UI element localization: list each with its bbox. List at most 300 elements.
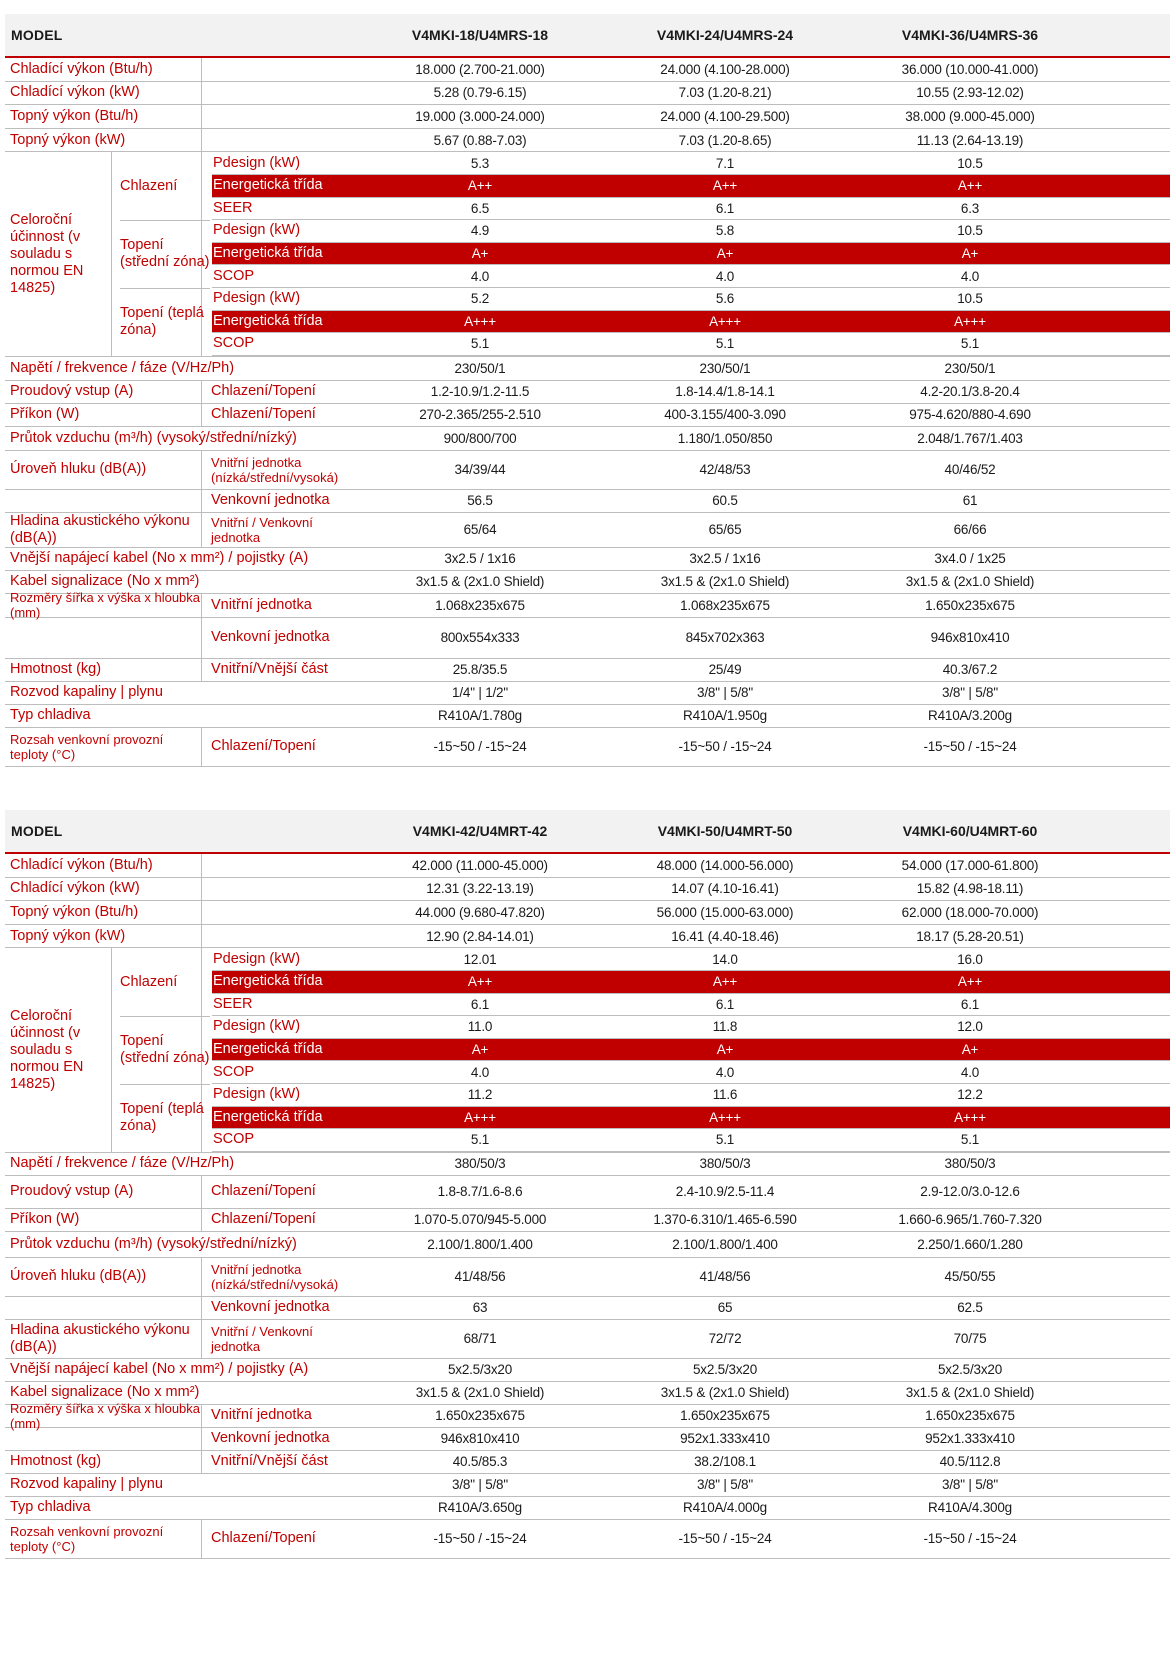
column-divider xyxy=(201,513,202,547)
value-cell: 12.31 (3.22-13.19) xyxy=(426,881,534,897)
value-cell: 41/48/56 xyxy=(699,1269,751,1285)
efficiency-row xyxy=(212,948,1170,971)
spec-row xyxy=(5,1232,1170,1258)
spec-row xyxy=(5,1474,1170,1497)
efficiency-block-label: Chlazení xyxy=(120,177,178,194)
value-cell: 45/50/55 xyxy=(944,1269,996,1285)
value-cell: 38.000 (9.000-45.000) xyxy=(905,108,1035,124)
row-sublabel: Energetická třída xyxy=(213,312,323,329)
efficiency-row xyxy=(212,198,1170,221)
spec-row xyxy=(5,1209,1170,1232)
value-cell: 5.1 xyxy=(715,1132,735,1148)
value-cell: 270-2.365/255-2.510 xyxy=(419,407,541,423)
value-cell: 41/48/56 xyxy=(454,1269,506,1285)
row-label: Průtok vzduchu (m³/h) (vysoký/střední/nízký) xyxy=(10,1235,297,1252)
row-sublabel: Vnitřní jednotka (nízká/střední/vysoká) xyxy=(211,1261,339,1292)
row-sublabel: Chlazení/Topení xyxy=(211,1211,316,1228)
spec-row xyxy=(5,901,1170,925)
efficiency-row xyxy=(212,265,1170,288)
value-cell: 1.180/1.050/850 xyxy=(677,430,773,446)
row-sublabel: Pdesign (kW) xyxy=(213,950,301,967)
value-cell: 4.0 xyxy=(960,268,980,284)
value-cell: 10.5 xyxy=(957,291,983,307)
value-cell: 1.068x235x675 xyxy=(680,597,770,613)
spec-row xyxy=(5,878,1170,902)
spec-row xyxy=(5,1400,1170,1431)
value-cell: 380/50/3 xyxy=(454,1156,506,1172)
row-label: Topný výkon (kW) xyxy=(10,131,126,148)
row-sublabel: Venkovní jednotka xyxy=(211,629,330,646)
value-cell: 11.13 (2.64-13.19) xyxy=(916,132,1024,148)
value-cell: 3x2.5 / 1x16 xyxy=(689,551,761,567)
value-cell: 42/48/53 xyxy=(699,462,751,478)
row-label: Rozměry šířka x výška x hloubka (mm) xyxy=(10,1400,201,1431)
efficiency-row xyxy=(212,1061,1170,1084)
column-divider xyxy=(201,1297,202,1319)
row-label: Příkon (W) xyxy=(10,1211,80,1228)
value-cell: 1.650x235x675 xyxy=(680,1408,770,1424)
value-cell: 845x702x363 xyxy=(685,630,765,646)
efficiency-block-label: Topení (teplá zóna) xyxy=(120,304,204,338)
value-cell: 4.0 xyxy=(470,268,490,284)
column-divider xyxy=(111,948,112,1151)
row-sublabel: Venkovní jednotka xyxy=(211,1299,330,1316)
value-cell: 14.07 (4.10-16.41) xyxy=(671,881,779,897)
value-cell: R410A/3.650g xyxy=(438,1500,522,1516)
column-divider xyxy=(201,659,202,681)
row-label: Rozsah venkovní provozní teploty (°C) xyxy=(10,731,164,762)
value-cell: 900/800/700 xyxy=(443,430,517,446)
column-divider xyxy=(201,1428,202,1450)
row-label: Chladící výkon (Btu/h) xyxy=(10,856,153,873)
value-cell: 1.8-8.7/1.6-8.6 xyxy=(437,1184,523,1200)
model-header-row xyxy=(5,14,1170,58)
row-sublabel: Pdesign (kW) xyxy=(213,290,301,307)
spec-row xyxy=(5,1320,1170,1359)
row-label: Kabel signalizace (No x mm²) xyxy=(10,573,200,590)
value-cell: 61 xyxy=(962,493,978,509)
value-cell: -15~50 / -15~24 xyxy=(923,739,1017,755)
row-label: Rozsah venkovní provozní teploty (°C) xyxy=(10,1523,164,1554)
spec-table-2 xyxy=(5,810,1170,1559)
value-cell: 1.650x235x675 xyxy=(435,1408,525,1424)
value-cell: 6.1 xyxy=(470,996,490,1012)
value-cell: 946x810x410 xyxy=(930,630,1010,646)
column-divider xyxy=(201,854,202,877)
value-cell: A+ xyxy=(471,1042,489,1058)
value-cell: 48.000 (14.000-56.000) xyxy=(656,857,794,873)
value-cell: 2.250/1.660/1.280 xyxy=(917,1236,1023,1252)
value-cell: 5.67 (0.88-7.03) xyxy=(433,132,527,148)
value-cell: 5.1 xyxy=(960,336,980,352)
spec-row xyxy=(5,659,1170,682)
efficiency-block-label: Topení (teplá zóna) xyxy=(120,1100,204,1134)
column-divider xyxy=(201,1209,202,1231)
value-cell: 65 xyxy=(717,1300,733,1316)
value-cell: A++ xyxy=(467,178,493,194)
row-label: Vnější napájecí kabel (No x mm²) / pojistky (A) xyxy=(10,550,309,567)
spec-row xyxy=(5,854,1170,878)
value-cell: 2.4-10.9/2.5-11.4 xyxy=(675,1184,775,1200)
value-cell: A+++ xyxy=(464,1109,496,1125)
row-label: Napětí / frekvence / fáze (V/Hz/Ph) xyxy=(10,1155,235,1172)
value-cell: A+++ xyxy=(954,1109,986,1125)
efficiency-label: Celoroční účinnost (v souladu s normou EN 14825) xyxy=(10,211,84,296)
value-cell: 4.0 xyxy=(960,1064,980,1080)
model-name: V4MKI-36/U4MRS-36 xyxy=(901,27,1039,43)
value-cell: R410A/4.000g xyxy=(683,1500,767,1516)
row-sublabel: Pdesign (kW) xyxy=(213,222,301,239)
value-cell: 3x1.5 & (2x1.0 Shield) xyxy=(905,1385,1035,1401)
value-cell: 952x1.333x410 xyxy=(925,1431,1015,1447)
row-sublabel: Venkovní jednotka xyxy=(211,492,330,509)
spec-row xyxy=(5,490,1170,513)
row-label: Rozvod kapaliny | plynu xyxy=(10,684,163,701)
efficiency-group xyxy=(5,152,1170,356)
value-cell: 12.90 (2.84-14.01) xyxy=(426,928,534,944)
value-cell: 1.068x235x675 xyxy=(435,597,525,613)
value-cell: 3/8" | 5/8" xyxy=(697,685,753,701)
efficiency-label: Celoroční účinnost (v souladu s normou EN 14825) xyxy=(10,1007,84,1092)
value-cell: 16.0 xyxy=(957,951,983,967)
spec-row xyxy=(5,1520,1170,1559)
column-divider xyxy=(201,1320,202,1358)
value-cell: 12.2 xyxy=(957,1087,983,1103)
value-cell: R410A/4.300g xyxy=(928,1500,1012,1516)
value-cell: 72/72 xyxy=(708,1331,742,1347)
value-cell: -15~50 / -15~24 xyxy=(433,739,527,755)
spec-row xyxy=(5,451,1170,490)
efficiency-row xyxy=(212,288,1170,311)
row-label: Typ chladiva xyxy=(10,1499,91,1516)
row-sublabel: SEER xyxy=(213,995,253,1012)
value-cell: 40/46/52 xyxy=(944,462,996,478)
value-cell: 3x1.5 & (2x1.0 Shield) xyxy=(415,574,545,590)
column-divider xyxy=(201,618,202,658)
value-cell: 5x2.5/3x20 xyxy=(692,1362,758,1378)
value-cell: 4.2-20.1/3.8-20.4 xyxy=(920,384,1020,400)
value-cell: 5.28 (0.79-6.15) xyxy=(433,85,527,101)
value-cell: 1/4" | 1/2" xyxy=(452,685,508,701)
value-cell: 40.5/112.8 xyxy=(939,1454,1001,1470)
value-cell: 4.0 xyxy=(715,1064,735,1080)
efficiency-row xyxy=(212,152,1170,175)
spec-row xyxy=(5,1297,1170,1320)
value-cell: A+++ xyxy=(954,313,986,329)
row-sublabel: SCOP xyxy=(213,1063,255,1080)
value-cell: A+++ xyxy=(709,1109,741,1125)
value-cell: 36.000 (10.000-41.000) xyxy=(901,61,1039,77)
row-label: Vnější napájecí kabel (No x mm²) / pojistky (A) xyxy=(10,1361,309,1378)
value-cell: 230/50/1 xyxy=(454,360,506,376)
value-cell: 62.000 (18.000-70.000) xyxy=(901,904,1039,920)
value-cell: 5.1 xyxy=(470,1132,490,1148)
value-cell: 10.5 xyxy=(957,223,983,239)
value-cell: 1.2-10.9/1.2-11.5 xyxy=(430,384,530,400)
column-divider xyxy=(201,381,202,403)
value-cell: -15~50 / -15~24 xyxy=(678,1531,772,1547)
model-name: V4MKI-18/U4MRS-18 xyxy=(411,27,549,43)
value-cell: 2.9-12.0/3.0-12.6 xyxy=(920,1184,1020,1200)
row-label xyxy=(10,618,200,658)
value-cell: 2.048/1.767/1.403 xyxy=(917,430,1023,446)
model-header-row xyxy=(5,810,1170,854)
value-cell: 18.17 (5.28-20.51) xyxy=(916,928,1024,944)
value-cell: 3x1.5 & (2x1.0 Shield) xyxy=(660,574,790,590)
efficiency-rows xyxy=(212,152,1170,355)
value-cell: A+ xyxy=(961,1042,979,1058)
value-cell: 5.1 xyxy=(960,1132,980,1148)
value-cell: -15~50 / -15~24 xyxy=(433,1531,527,1547)
value-cell: R410A/1.950g xyxy=(683,708,767,724)
column-divider xyxy=(201,1405,202,1427)
spec-row xyxy=(5,728,1170,767)
value-cell: -15~50 / -15~24 xyxy=(678,739,772,755)
value-cell: A+ xyxy=(716,246,734,262)
model-name: V4MKI-24/U4MRS-24 xyxy=(656,27,794,43)
column-divider xyxy=(201,925,202,948)
spec-row xyxy=(5,381,1170,404)
row-label: Rozvod kapaliny | plynu xyxy=(10,1476,163,1493)
column-divider xyxy=(201,1176,202,1208)
row-sublabel: Vnitřní/Vnější část xyxy=(211,661,328,678)
value-cell: 4.9 xyxy=(470,223,490,239)
row-label: Hladina akustického výkonu (dB(A)) xyxy=(10,512,190,546)
value-cell: A++ xyxy=(467,974,493,990)
value-cell: A+ xyxy=(471,246,489,262)
value-cell: 3x1.5 & (2x1.0 Shield) xyxy=(660,1385,790,1401)
value-cell: 3x4.0 / 1x25 xyxy=(934,551,1006,567)
row-sublabel: Pdesign (kW) xyxy=(213,154,301,171)
value-cell: 6.1 xyxy=(960,996,980,1012)
row-label: Úroveň hluku (dB(A)) xyxy=(10,1268,147,1285)
value-cell: 15.82 (4.98-18.11) xyxy=(916,881,1024,897)
value-cell: R410A/1.780g xyxy=(438,708,522,724)
spec-row xyxy=(5,105,1170,129)
column-divider xyxy=(201,490,202,512)
value-cell: 1.070-5.070/945-5.000 xyxy=(413,1212,547,1228)
value-cell: 1.650x235x675 xyxy=(925,1408,1015,1424)
value-cell: 230/50/1 xyxy=(699,360,751,376)
value-cell: 5.1 xyxy=(470,336,490,352)
efficiency-row xyxy=(212,994,1170,1017)
value-cell: 24.000 (4.100-28.000) xyxy=(660,61,790,77)
row-label: Topný výkon (Btu/h) xyxy=(10,107,139,124)
row-sublabel: Energetická třída xyxy=(213,177,323,194)
value-cell: 230/50/1 xyxy=(944,360,996,376)
spec-row xyxy=(5,82,1170,106)
value-cell: 19.000 (3.000-24.000) xyxy=(415,108,545,124)
value-cell: A+++ xyxy=(709,313,741,329)
value-cell: A++ xyxy=(957,974,983,990)
value-cell: 65/65 xyxy=(708,522,742,538)
value-cell: 5.2 xyxy=(470,291,490,307)
row-sublabel: Vnitřní jednotka xyxy=(211,596,312,613)
row-label: Typ chladiva xyxy=(10,707,91,724)
value-cell: 1.650x235x675 xyxy=(925,597,1015,613)
value-cell: 5.3 xyxy=(470,155,490,171)
value-cell: 3/8" | 5/8" xyxy=(942,685,998,701)
value-cell: 3x1.5 & (2x1.0 Shield) xyxy=(415,1385,545,1401)
column-divider xyxy=(201,129,202,152)
value-cell: 1.8-14.4/1.8-14.1 xyxy=(675,384,775,400)
block-divider xyxy=(120,288,210,289)
column-divider xyxy=(201,1451,202,1473)
row-sublabel: Vnitřní jednotka (nízká/střední/vysoká) xyxy=(211,454,339,485)
row-label: Kabel signalizace (No x mm²) xyxy=(10,1384,200,1401)
row-sublabel: Energetická třída xyxy=(213,245,323,262)
value-cell: 60.5 xyxy=(712,493,738,509)
row-sublabel: Chlazení/Topení xyxy=(211,406,316,423)
value-cell: 380/50/3 xyxy=(699,1156,751,1172)
value-cell: 16.41 (4.40-18.46) xyxy=(671,928,779,944)
spec-row xyxy=(5,1153,1170,1176)
value-cell: 4.0 xyxy=(715,268,735,284)
energy-class-row xyxy=(212,971,1170,994)
column-divider xyxy=(201,58,202,81)
value-cell: 5.8 xyxy=(715,223,735,239)
value-cell: 12.0 xyxy=(957,1019,983,1035)
row-label: Proudový vstup (A) xyxy=(10,383,134,400)
row-label: Úroveň hluku (dB(A)) xyxy=(10,461,147,478)
value-cell: 946x810x410 xyxy=(440,1431,520,1447)
value-cell: 40.5/85.3 xyxy=(452,1454,508,1470)
value-cell: R410A/3.200g xyxy=(928,708,1012,724)
efficiency-row xyxy=(212,1084,1170,1107)
energy-class-row xyxy=(212,243,1170,266)
spec-row xyxy=(5,1359,1170,1382)
row-sublabel: Vnitřní / Venkovní jednotka xyxy=(211,514,313,545)
row-sublabel: Chlazení/Topení xyxy=(211,383,316,400)
spec-row xyxy=(5,513,1170,548)
value-cell: 380/50/3 xyxy=(944,1156,996,1172)
row-sublabel: SCOP xyxy=(213,1131,255,1148)
row-label: Chladící výkon (Btu/h) xyxy=(10,60,153,77)
spec-row xyxy=(5,1451,1170,1474)
column-divider xyxy=(201,878,202,901)
model-name: V4MKI-42/U4MRT-42 xyxy=(412,823,548,839)
value-cell: 10.55 (2.93-12.02) xyxy=(916,85,1024,101)
row-label: Chladící výkon (kW) xyxy=(10,880,140,897)
value-cell: A+ xyxy=(716,1042,734,1058)
efficiency-row xyxy=(212,1016,1170,1039)
row-sublabel: Vnitřní jednotka xyxy=(211,1407,312,1424)
value-cell: 5.1 xyxy=(715,336,735,352)
value-cell: 1.370-6.310/1.465-6.590 xyxy=(653,1212,797,1228)
model-label: MODEL xyxy=(11,823,63,839)
value-cell: 952x1.333x410 xyxy=(680,1431,770,1447)
value-cell: 24.000 (4.100-29.500) xyxy=(660,108,790,124)
spec-row xyxy=(5,1176,1170,1209)
row-sublabel: Pdesign (kW) xyxy=(213,1018,301,1035)
value-cell: 54.000 (17.000-61.800) xyxy=(901,857,1039,873)
value-cell: 4.0 xyxy=(470,1064,490,1080)
column-divider xyxy=(201,1520,202,1558)
value-cell: 3x2.5 / 1x16 xyxy=(444,551,516,567)
block-divider xyxy=(120,220,210,221)
column-divider xyxy=(201,82,202,105)
value-cell: 2.100/1.800/1.400 xyxy=(672,1236,778,1252)
spec-row xyxy=(5,1258,1170,1297)
spec-row xyxy=(5,705,1170,728)
row-sublabel: Pdesign (kW) xyxy=(213,1086,301,1103)
model-name: V4MKI-50/U4MRT-50 xyxy=(657,823,793,839)
value-cell: A++ xyxy=(712,178,738,194)
spec-row xyxy=(5,618,1170,659)
value-cell: 65/64 xyxy=(463,522,497,538)
column-divider xyxy=(201,728,202,766)
spec-row xyxy=(5,404,1170,427)
value-cell: 18.000 (2.700-21.000) xyxy=(415,61,545,77)
row-label: Napětí / frekvence / fáze (V/Hz/Ph) xyxy=(10,359,235,376)
value-cell: 5.6 xyxy=(715,291,735,307)
value-cell: 66/66 xyxy=(953,522,987,538)
row-label: Hladina akustického výkonu (dB(A)) xyxy=(10,1321,190,1355)
row-label: Hmotnost (kg) xyxy=(10,1453,102,1470)
value-cell: 6.3 xyxy=(960,200,980,216)
value-cell: 11.8 xyxy=(712,1019,738,1035)
value-cell: A++ xyxy=(712,974,738,990)
row-sublabel: Chlazení/Topení xyxy=(211,738,316,755)
column-divider xyxy=(111,152,112,355)
energy-class-row xyxy=(212,1107,1170,1130)
row-sublabel: SCOP xyxy=(213,267,255,284)
column-divider xyxy=(201,1258,202,1296)
value-cell: 400-3.155/400-3.090 xyxy=(664,407,786,423)
efficiency-row xyxy=(212,333,1170,356)
spec-row xyxy=(5,58,1170,82)
efficiency-rows xyxy=(212,948,1170,1151)
value-cell: 6.1 xyxy=(715,200,735,216)
row-sublabel: Energetická třída xyxy=(213,1108,323,1125)
value-cell: 3/8" | 5/8" xyxy=(942,1477,998,1493)
value-cell: -15~50 / -15~24 xyxy=(923,1531,1017,1547)
value-cell: 70/75 xyxy=(953,1331,987,1347)
value-cell: 5x2.5/3x20 xyxy=(937,1362,1003,1378)
efficiency-block-label: Topení (střední zóna) xyxy=(120,1033,210,1067)
column-divider xyxy=(201,404,202,426)
row-label xyxy=(10,1297,200,1319)
row-label: Chladící výkon (kW) xyxy=(10,84,140,101)
value-cell: 3/8" | 5/8" xyxy=(697,1477,753,1493)
row-label: Topný výkon (kW) xyxy=(10,927,126,944)
value-cell: 3x1.5 & (2x1.0 Shield) xyxy=(905,574,1035,590)
energy-class-row xyxy=(212,175,1170,198)
column-divider xyxy=(201,594,202,617)
column-divider xyxy=(201,901,202,924)
spec-row xyxy=(5,1497,1170,1520)
row-sublabel: Chlazení/Topení xyxy=(211,1183,316,1200)
value-cell: 800x554x333 xyxy=(440,630,520,646)
value-cell: 11.6 xyxy=(712,1087,738,1103)
row-sublabel: Venkovní jednotka xyxy=(211,1430,330,1447)
efficiency-block-label: Topení (střední zóna) xyxy=(120,237,210,271)
value-cell: 3/8" | 5/8" xyxy=(452,1477,508,1493)
row-sublabel: Chlazení/Topení xyxy=(211,1530,316,1547)
row-sublabel: SCOP xyxy=(213,335,255,352)
spec-table-1 xyxy=(5,14,1170,767)
value-cell: 14.0 xyxy=(712,951,738,967)
row-sublabel: Vnitřní/Vnější část xyxy=(211,1453,328,1470)
value-cell: A+ xyxy=(961,246,979,262)
value-cell: 11.0 xyxy=(467,1019,493,1035)
row-label: Příkon (W) xyxy=(10,406,80,423)
efficiency-row xyxy=(212,220,1170,243)
row-label: Topný výkon (Btu/h) xyxy=(10,903,139,920)
value-cell: 1.660-6.965/1.760-7.320 xyxy=(898,1212,1042,1228)
energy-class-row xyxy=(212,1039,1170,1062)
row-sublabel: SEER xyxy=(213,199,253,216)
